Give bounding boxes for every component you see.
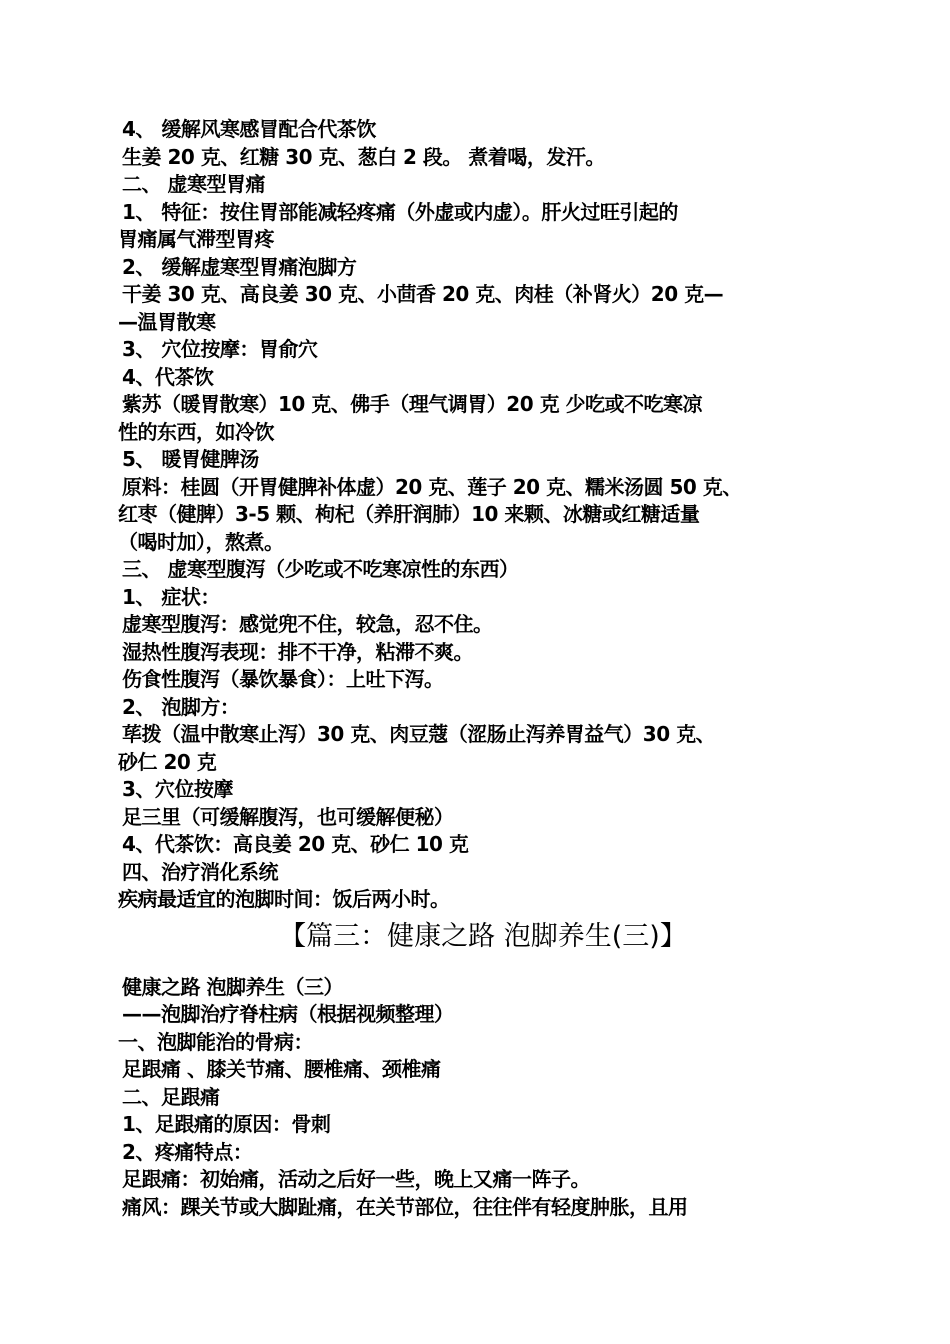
text-line: —温胃散寒 (118, 309, 216, 334)
text-line: 3、穴位按摩 (122, 777, 233, 801)
text-line: 3、 穴位按摩：胃俞穴 (122, 337, 318, 361)
text-line: 1、 症状： (122, 584, 220, 609)
text-line: 足跟痛 、膝关节痛、腰椎痛、颈椎痛 (122, 1057, 441, 1081)
text-line: 足跟痛：初始痛，活动之后好一些，晚上又痛一阵子。 (122, 1167, 590, 1191)
text-line: 湿热性腹泻表现：排不干净，粘滞不爽。 (122, 639, 473, 664)
text-line: 四、治疗消化系统 (122, 859, 278, 884)
text-line: 5、 暖胃健脾汤 (122, 447, 259, 471)
text-line: 2、 泡脚方： (122, 694, 240, 719)
text-line: 健康之路 泡脚养生（三） (122, 974, 343, 999)
document-body (118, 116, 848, 1221)
text-line: 伤食性腹泻（暴饮暴食）：上吐下泻。 (122, 667, 444, 691)
text-line: 1、足跟痛的原因：骨刺 (122, 1112, 331, 1136)
text-line: 疾病最适宜的泡脚时间：饭后两小时。 (118, 887, 450, 911)
text-line: 胃痛属气滞型胃疼 (118, 227, 274, 251)
text-line: 虚寒型腹泻：感觉兜不住，较急，忍不住。 (122, 612, 493, 636)
text-line: 性的东西，如冷饮 (118, 419, 274, 444)
text-line: （喝时加），熬煮。 (118, 529, 284, 554)
text-line: 砂仁 20 克 (118, 749, 217, 774)
text-line: 痛风：踝关节或大脚趾痛，在关节部位，往往伴有轻度肿胀，且用 (122, 1194, 688, 1219)
text-line: 二、足跟痛 (122, 1084, 220, 1109)
text-line: 二、 虚寒型胃痛 (122, 172, 265, 196)
text-line: ——泡脚治疗脊柱病（根据视频整理） (122, 1002, 454, 1026)
text-line: 4、代茶饮 (122, 364, 214, 389)
text-line: 2、 缓解虚寒型胃痛泡脚方 (122, 254, 357, 279)
text-line: 2、疼痛特点： (122, 1139, 253, 1164)
text-line: 荜拨（温中散寒止泻）30 克、肉豆蔻（涩肠止泻养胃益气）30 克、 (122, 722, 716, 746)
text-line: 4、代茶饮：高良姜 20 克、砂仁 10 克 (122, 832, 469, 856)
text-line: 一、泡脚能治的骨病： (118, 1029, 313, 1054)
section-part-2 (118, 974, 848, 1222)
text-line: 干姜 30 克、高良姜 30 克、小茴香 20 克、肉桂（补肾火）20 克— (122, 282, 724, 306)
text-line: 足三里（可缓解腹泻，也可缓解便秘） (122, 804, 454, 829)
text-line: 原料：桂圆（开胃健脾补体虚）20 克、莲子 20 克、糯米汤圆 50 克、 (122, 474, 742, 499)
section-heading: 【篇三：健康之路 泡脚养生(三)】 (279, 920, 687, 952)
section-part-1 (118, 116, 848, 914)
text-line: 紫苏（暖胃散寒）10 克、佛手（理气调胃）20 克 少吃或不吃寒凉 (122, 392, 703, 416)
text-line: 1、 特征：按住胃部能减轻疼痛（外虚或内虚）。肝火过旺引起的 (122, 199, 678, 224)
text-line: 生姜 20 克、红糖 30 克、葱白 2 段。 煮着喝，发汗。 (122, 144, 605, 169)
text-line: 红枣（健脾）3-5 颗、枸杞（养肝润肺）10 来颗、冰糖或红糖适量 (118, 502, 700, 526)
text-line: 4、 缓解风寒感冒配合代茶饮 (122, 117, 376, 141)
text-line: 三、 虚寒型腹泻（少吃或不吃寒凉性的东西） (122, 557, 519, 581)
